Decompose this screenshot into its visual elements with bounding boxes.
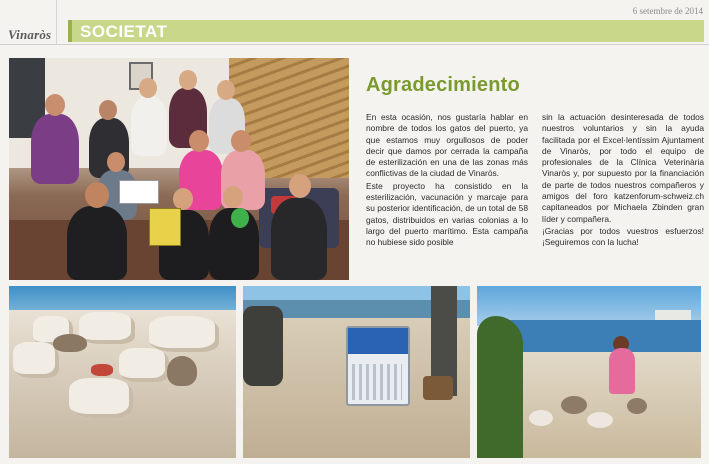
section-title: SOCIETAT <box>80 22 168 41</box>
article-paragraph: sin la actuación desinteresada de todos nuestros voluntarios y sin la ayuda facilitada por el Excel·lentíssim Ajuntament de Vinaròs, por todo el equipo de profesionales de la Clínica Veterinària Vinaròs y, por supuesto por la financiación de parte de todos nuestros compañeros y amigos del foro katzenforum-schweiz.ch capitaneados por Michaela Zbinden gran líder y compañera. <box>542 112 704 224</box>
article-paragraph: En esta ocasión, nos gustaría hablar en nombre de todos los gatos del puerto, ya que estamos muy orgullosos de poder decir que damos por cerrada la campaña de esterilización en una de las zonas más conflictivas de la ciudad de Vinaròs. <box>366 112 528 179</box>
article-paragraph: Este proyecto ha consistido en la esterilización, vacunación y marcaje para su posterior identificación, de un total de 58 gatos, distribuidos en varias colonias a lo largo del puerto marítimo. Esta campaña no hubiese sido posible <box>366 180 528 248</box>
section-banner <box>68 20 704 42</box>
photo-girl-cats-breakwater <box>477 286 701 458</box>
article-headline: Agradecimiento <box>366 74 520 96</box>
article-paragraph: ¡Gracias por todos vuestros esfuerzos! ¡Seguiremos con la lucha! <box>542 225 704 248</box>
photo-cat-carrier-port <box>243 286 470 458</box>
issue-date: 6 setembre de 2014 <box>632 6 703 16</box>
header-rule <box>0 44 709 45</box>
publication-logo: Vinaròs <box>8 27 52 42</box>
article-column-right <box>542 112 704 250</box>
photo-cats-rocks <box>9 286 236 458</box>
header-divider <box>56 0 57 44</box>
article-column-left <box>366 112 528 250</box>
photo-group-volunteers <box>9 58 349 280</box>
